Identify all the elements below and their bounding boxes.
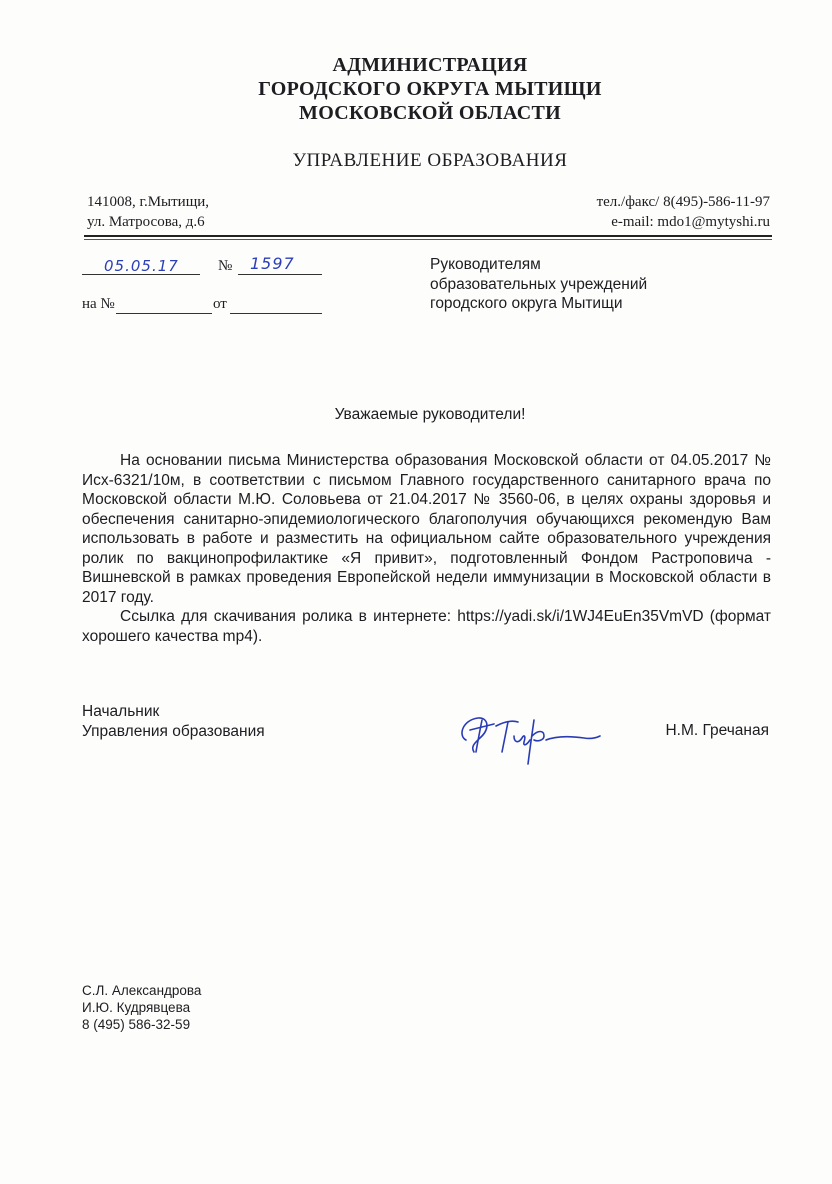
signatory-title-1: Начальник [82, 703, 160, 720]
executor-block [82, 982, 201, 1033]
contact-email: e-mail: mdo1@mytyshi.ru [611, 214, 770, 230]
handwritten-number: 1597 [250, 254, 295, 273]
greeting: Уважаемые руководители! [334, 406, 526, 423]
body-paragraph-1: На основании письма Министерства образования Московской области от 04.05.2017 № Исх-6321/10м, в соответствии с письмом Главного государственного санитарного врача по Московской области М.Ю. Соловьева от 21.04.2017 № 3560-06, в целях охраны здоровья и обеспечения санитарно-эпидемиологического благополучия обучающихся рекомендую Вам использовать в работе и разместить на официальном сайте образовательного учреждения ролик по вакцинопрофилактике «Я привит», подготовленный Фондом Растроповича - Вишневской в рамках проведения Европейской недели иммунизации в Московской области в 2017 году. [82, 452, 771, 606]
address-block [87, 192, 209, 232]
number-underline [238, 274, 322, 275]
header-line-3: МОСКОВСКОЙ ОБЛАСТИ [299, 102, 561, 124]
executor-name-2: И.Ю. Кудрявцева [82, 1000, 191, 1015]
department-title: УПРАВЛЕНИЕ ОБРАЗОВАНИЯ [292, 150, 568, 171]
header-line-1: АДМИНИСТРАЦИЯ [332, 54, 528, 76]
from-label: от [213, 296, 227, 312]
signatory-title-2: Управления образования [82, 722, 265, 740]
executor-phone: 8 (495) 586-32-59 [82, 1017, 191, 1032]
contact-block [597, 192, 770, 232]
header-line-2: ГОРОДСКОГО ОКРУГА МЫТИЩИ [258, 78, 602, 100]
address-line-2: ул. Матросова, д.6 [87, 214, 205, 230]
recipient-block [430, 255, 647, 314]
letterhead-rule-thin [84, 239, 772, 240]
reference-underline [116, 313, 212, 314]
executor-name-1: С.Л. Александрова [82, 983, 202, 998]
handwritten-signature [452, 706, 602, 766]
reference-line [82, 296, 322, 316]
recipient-line-3: городского округа Мытищи [430, 295, 623, 312]
recipient-line-1: Руководителям [430, 256, 541, 273]
address-line-1: 141008, г.Мытищи, [87, 194, 210, 210]
body-paragraph-2: Ссылка для скачивания ролика в интернете: https://yadi.sk/i/1WJ4EuEn35VmVD (формат хорошего качества mp4). [82, 608, 771, 645]
contact-phone: тел./факс/ 8(495)-586-11-97 [596, 194, 770, 210]
letter-body [82, 451, 771, 646]
signatory-name: Н.М. Гречаная [665, 722, 769, 739]
recipient-line-2: образовательных учреждений [430, 275, 648, 293]
from-underline [230, 313, 322, 314]
signatory-title [82, 702, 265, 741]
number-label: № [218, 258, 233, 274]
letterhead-rule [84, 235, 772, 237]
handwritten-date: 05.05.17 [104, 257, 179, 275]
reference-label: на № [82, 296, 115, 312]
registration-line [82, 256, 322, 276]
